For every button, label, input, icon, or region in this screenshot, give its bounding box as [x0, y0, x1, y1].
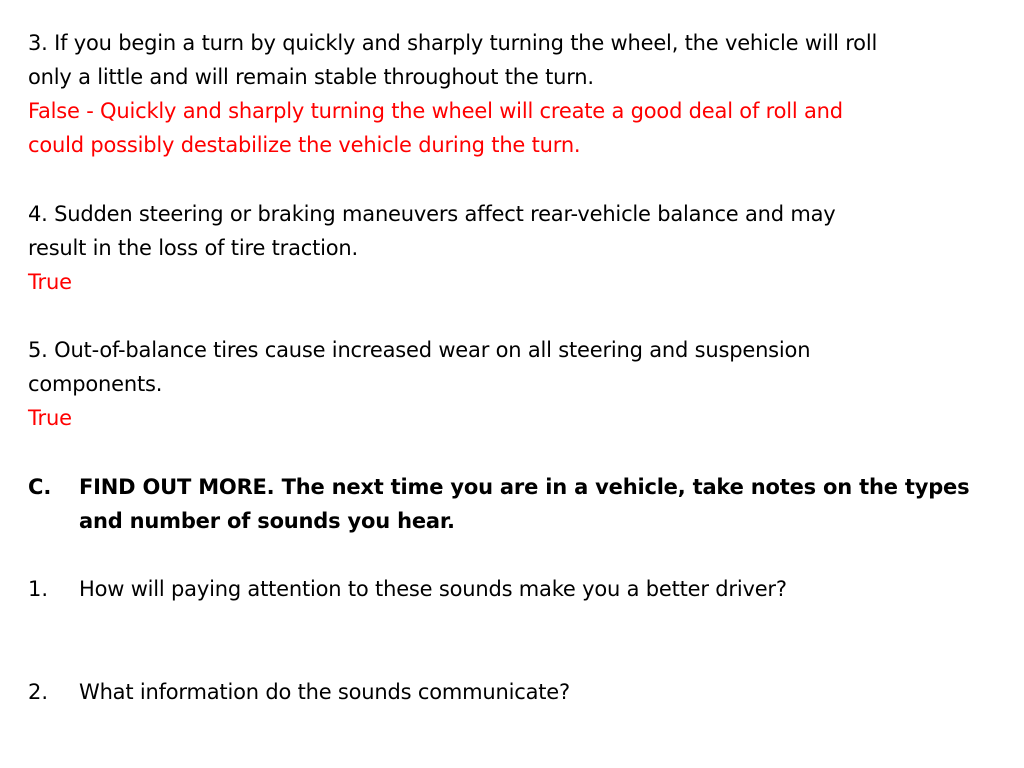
q3-line-1: 3. If you begin a turn by quickly and sharply turning the wheel, the vehicle will roll [28, 31, 878, 55]
q3-line-2: only a little and will remain stable throughout the turn. [28, 65, 594, 89]
question-2-text: What information do the sounds communicate? [79, 680, 570, 704]
q3-answer-line-1: False - Quickly and sharply turning the wheel will create a good deal of roll and [28, 99, 843, 123]
section-c-marker: C. [28, 475, 52, 499]
q5-line-2: components. [28, 372, 163, 396]
section-c-line-2: and number of sounds you hear. [79, 509, 455, 533]
q4-answer: True [28, 270, 72, 294]
question-1-text: How will paying attention to these sounds make you a better driver? [79, 577, 787, 601]
q4-line-1: 4. Sudden steering or braking maneuvers affect rear-vehicle balance and may [28, 202, 836, 226]
q5-answer: True [28, 406, 72, 430]
question-2-marker: 2. [28, 680, 49, 704]
q5-line-1: 5. Out-of-balance tires cause increased wear on all steering and suspension [28, 338, 811, 362]
q4-line-2: result in the loss of tire traction. [28, 236, 359, 260]
section-c-line-1: FIND OUT MORE. The next time you are in a vehicle, take notes on the types [79, 475, 970, 499]
question-1-marker: 1. [28, 577, 49, 601]
q3-answer-line-2: could possibly destabilize the vehicle during the turn. [28, 133, 581, 157]
